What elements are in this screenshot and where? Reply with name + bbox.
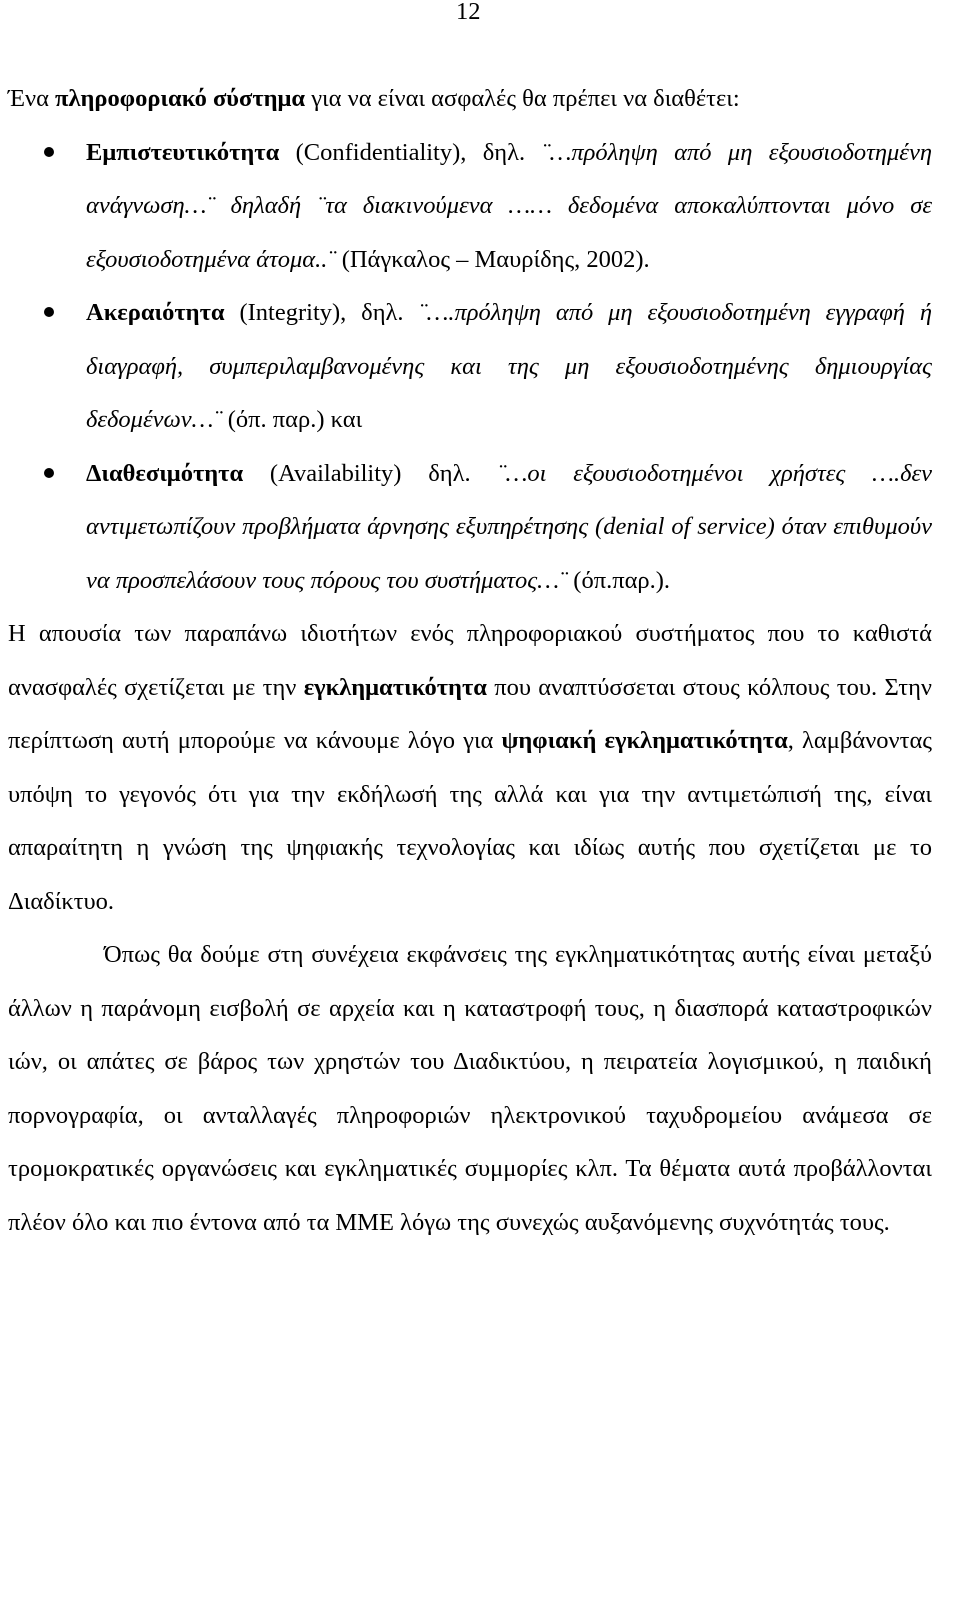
- term-quote: ¨….πρόληψη από μη εξουσιοδοτημένη εγγραφή ή διαγραφή, συμπεριλαμβανομένης και της μη εξουσιοδοτημένης δημιουργίας δεδομένων…¨: [86, 299, 933, 433]
- document-body: [8, 72, 932, 1249]
- intro-text-post: για να είναι ασφαλές θα πρέπει να διαθέτει:: [305, 85, 740, 112]
- term-quote: ¨…οι εξουσιοδοτημένοι χρήστες ….δεν αντιμετωπίζουν προβλήματα άρνησης εξυπηρέτησης (denial of service) όταν επιθυμούν να προσπελάσουν τους πόρους του συστήματος…¨: [86, 459, 932, 594]
- term-plain: (Integrity), δηλ.: [224, 299, 419, 326]
- crime-text-2: που αναπτύσσεται στους κόλπους του. Στην περίπτωση αυτή μπορούμε να κάνουμε λόγο για: [8, 673, 932, 754]
- bullet-icon: [44, 468, 54, 478]
- intro-bold-term: πληροφοριακό σύστημα: [55, 85, 306, 112]
- intro-paragraph: [8, 72, 932, 126]
- term-confidentiality: Εμπιστευτικότητα: [86, 138, 280, 166]
- term-tail: (όπ.παρ.).: [567, 566, 671, 594]
- page-number: 12: [456, 0, 481, 25]
- examples-paragraph: Όπως θα δούμε στη συνέχεια εκφάνσεις της εγκληματικότητας αυτής είναι μεταξύ άλλων η παράνομη εισβολή σε αρχεία και η καταστροφή τους, η διασπορά καταστροφικών ιών, οι απάτες σε βάρος των χρηστών του Διαδικτύου, η πειρατεία λογισμικού, η παιδική πορνογραφία, οι ανταλλαγές πληροφοριών ηλεκτρονικού ταχυδρομείου ανάμεσα σε τρομοκρατικές οργανώσεις και εγκληματικές συμμορίες κλπ. Τα θέματα αυτά προβάλλονται πλέον όλο και πιο έντονα από τα ΜΜΕ λόγω της συνεχώς αυξανόμενης συχνότητάς τους.: [8, 941, 932, 1236]
- bullet-icon: [44, 147, 54, 157]
- crime-text-3: , λαμβάνοντας υπόψη το γεγονός ότι για την εκδήλωσή της αλλά και για την αντιμετώπισή της, είναι απαραίτητη η γνώση της ψηφιακής τεχνολογίας και ιδίως αυτής που σχετίζεται με το Διαδίκτυο.: [8, 727, 932, 915]
- term-tail: (Πάγκαλος – Μαυρίδης, 2002).: [335, 245, 650, 273]
- term-plain: (Availability) δηλ.: [243, 459, 498, 487]
- list-item: [8, 447, 932, 608]
- term-plain: (Confidentiality), δηλ.: [279, 138, 542, 166]
- bullet-icon: [44, 307, 54, 317]
- crime-paragraph: [8, 607, 932, 928]
- term-quote: ¨…πρόληψη από μη εξουσιοδοτημένη ανάγνωση…¨ δηλαδή ¨τα διακινούμενα …… δεδομένα αποκαλύπτονται μόνο σε εξουσιοδοτημένα άτομα..¨: [86, 138, 932, 273]
- term-integrity: Ακεραιότητα: [86, 299, 225, 326]
- crime-bold-1: εγκληματικότητα: [303, 673, 487, 701]
- crime-bold-2: ψηφιακή εγκληματικότητα: [501, 727, 788, 754]
- list-item: [8, 126, 932, 287]
- properties-list: [8, 126, 932, 608]
- crime-text-1: Η απουσία των παραπάνω ιδιοτήτων ενός πληροφοριακού συστήματος που το καθιστά ανασφαλές σχετίζεται με την: [8, 620, 932, 701]
- term-tail: (όπ. παρ.) και: [221, 406, 363, 433]
- intro-text-pre: Ένα: [8, 85, 56, 112]
- list-item: [8, 286, 932, 447]
- term-availability: Διαθεσιμότητα: [86, 459, 244, 487]
